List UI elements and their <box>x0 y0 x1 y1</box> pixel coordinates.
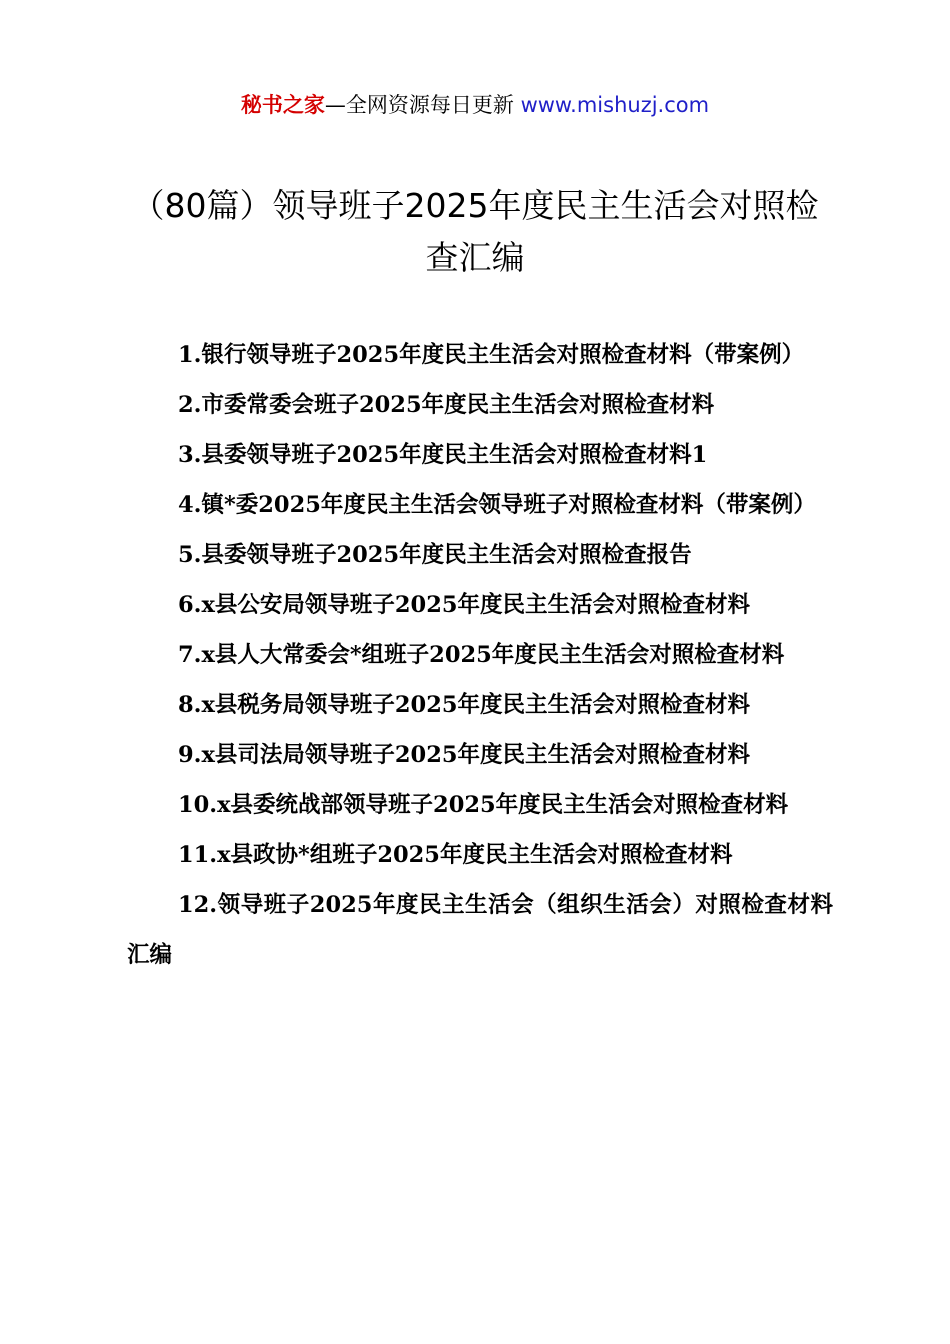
toc-item-5: 5.县委领导班子2025年度民主生活会对照检查报告 <box>178 542 692 568</box>
toc-item-10: 10.x县委统战部领导班子2025年度民主生活会对照检查材料 <box>178 792 789 818</box>
table-of-contents <box>127 330 833 980</box>
toc-item-1: 1.银行领导班子2025年度民主生活会对照检查材料（带案例） <box>178 342 805 368</box>
toc-item-11: 11.x县政协*组班子2025年度民主生活会对照检查材料 <box>178 842 733 868</box>
toc-item-4: 4.镇*委2025年度民主生活会领导班子对照检查材料（带案例） <box>178 492 816 518</box>
site-header <box>0 88 950 122</box>
toc-item-12: 12.领导班子2025年度民主生活会（组织生活会）对照检查材料汇编 <box>127 892 833 968</box>
site-tagline: —全网资源每日更新 <box>324 93 521 117</box>
toc-item-3: 3.县委领导班子2025年度民主生活会对照检查材料1 <box>178 442 708 468</box>
toc-item-8: 8.x县税务局领导班子2025年度民主生活会对照检查材料 <box>178 692 751 718</box>
document-title: （80篇）领导班子2025年度民主生活会对照检查汇编 <box>131 186 819 277</box>
site-url-link[interactable]: www.mishuzj.com <box>520 93 710 117</box>
toc-item-9: 9.x县司法局领导班子2025年度民主生活会对照检查材料 <box>178 742 751 768</box>
toc-item-7: 7.x县人大常委会*组班子2025年度民主生活会对照检查材料 <box>178 642 785 668</box>
toc-item-6: 6.x县公安局领导班子2025年度民主生活会对照检查材料 <box>178 592 751 618</box>
site-brand: 秘书之家 <box>240 93 325 117</box>
toc-item-2: 2.市委常委会班子2025年度民主生活会对照检查材料 <box>178 392 715 418</box>
